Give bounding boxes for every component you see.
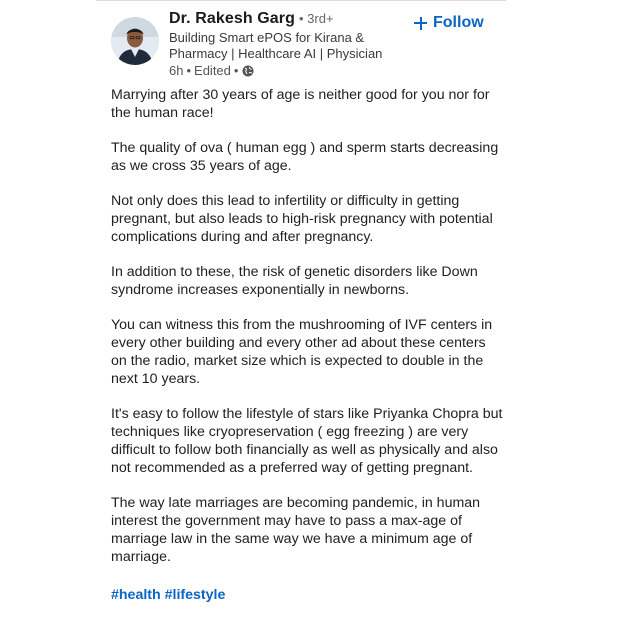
post-time: 6h — [169, 63, 184, 78]
hashtags — [111, 586, 503, 604]
connection-degree: • 3rd+ — [299, 11, 334, 26]
post-card — [96, 0, 506, 620]
follow-button[interactable] — [414, 10, 484, 36]
post-paragraph: The way late marriages are becoming pandemic, in human interest the government may have to pass a max-age of marriage law in the same way we have a minimum age of marriage. — [111, 495, 481, 565]
card-divider — [96, 0, 506, 1]
meta-separator-2: • — [233, 63, 239, 78]
avatar[interactable] — [111, 17, 159, 65]
plus-icon — [414, 17, 427, 30]
author-info — [169, 10, 399, 78]
post-paragraph: The quality of ova ( human egg ) and sperm starts decreasing as we cross 35 years of age. — [111, 140, 499, 174]
post-paragraph: Not only does this lead to infertility or difficulty in getting pregnant, but also leads to high-risk pregnancy with potential complications during and after pregnancy. — [111, 193, 493, 245]
post-meta — [169, 63, 399, 78]
follow-label: Follow — [433, 14, 484, 31]
meta-separator: • — [186, 63, 192, 78]
hashtag-lifestyle[interactable]: #lifestyle — [164, 587, 226, 603]
hashtag-health[interactable]: #health — [111, 587, 161, 603]
author-name[interactable]: Dr. Rakesh Garg — [169, 10, 295, 27]
author-name-line — [169, 10, 399, 28]
post-paragraph: It's easy to follow the lifestyle of stars like Priyanka Chopra but techniques like cryopreservation ( egg freezing ) are very difficult to follow both financially as well as physically and also not recommended as a preferred way of getting pregnant. — [111, 406, 503, 476]
post-paragraph: You can witness this from the mushrooming of IVF centers in every other building and every other ad about these centers on the radio, market size which is expected to double in the next 10 years. — [111, 317, 493, 387]
post-paragraph: Marrying after 30 years of age is neither good for you nor for the human race! — [111, 87, 490, 121]
globe-icon — [242, 65, 254, 77]
author-headline: Building Smart ePOS for Kirana & Pharmacy | Healthcare AI | Physician — [169, 30, 383, 61]
post-paragraph: In addition to these, the risk of genetic disorders like Down syndrome increases exponentially in newborns. — [111, 264, 478, 298]
edited-label: Edited — [194, 63, 231, 78]
post-body — [111, 86, 503, 604]
